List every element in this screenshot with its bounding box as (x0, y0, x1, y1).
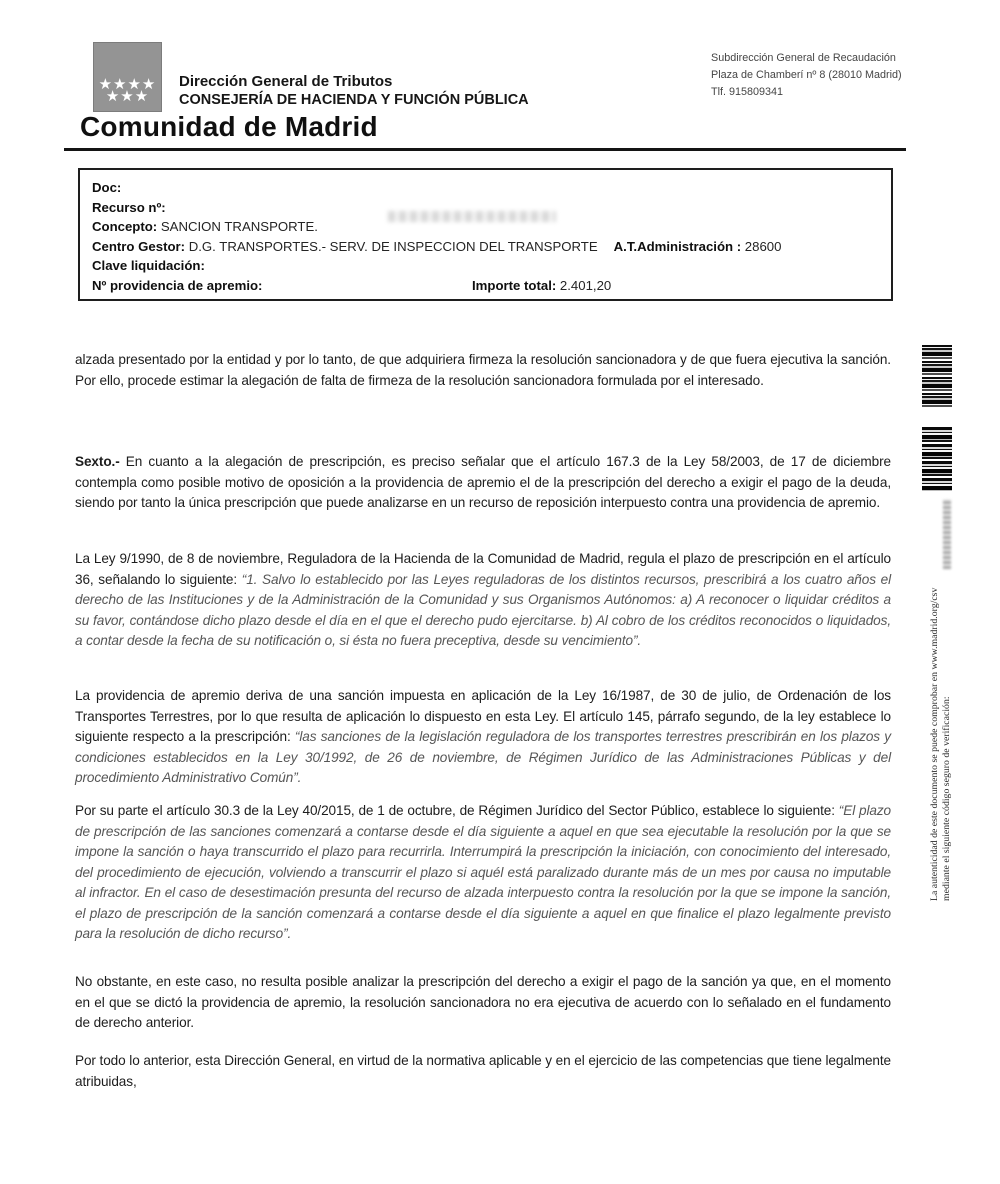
body-paragraph-closing: Por todo lo anterior, esta Dirección General, en virtud de la normativa aplicable y en el ejercicio de las competencias que tiene legalmente atribuidas, (75, 1053, 891, 1089)
administracion-value: 28600 (741, 238, 782, 254)
recurso-row (92, 198, 879, 218)
contact-address: Plaza de Chamberí nº 8 (28010 Madrid) (711, 69, 902, 81)
reference-box (78, 168, 893, 301)
importe-value: 2.401,20 (556, 277, 612, 293)
centro-gestor-value: D.G. TRANSPORTES.- SERV. DE INSPECCION DEL TRANSPORTE (185, 238, 598, 254)
flag-stars-icon: ★★★ (105, 88, 150, 105)
contact-block (711, 50, 902, 101)
verification-line1: La autenticidad de este documento se puede comprobar en www.madrid.org/csv (929, 587, 940, 901)
verification-sidebar (929, 499, 953, 901)
contact-phone: Tlf. 915809341 (711, 86, 784, 98)
flag-stars-icon: ★★★★ (98, 76, 157, 93)
ley-16-1987-text: La providencia de apremio deriva de una sanción impuesta en aplicación de la Ley 16/1987, de 30 de julio, de Ordenación de los Transportes Terrestres, por lo que resulta de aplicación lo dispuesto en esta Ley. El artículo 145, párrafo segundo, de la ley establece lo siguiente respecto a la prescripción: (75, 688, 891, 744)
concepto-row (92, 217, 879, 237)
title-divider (64, 148, 906, 151)
ley-9-1990-text: La Ley 9/1990, de 8 de noviembre, Reguladora de la Hacienda de la Comunidad de Madrid, regula el plazo de prescripción en el artículo 36, señalando lo siguiente: (75, 551, 891, 587)
clave-row (92, 256, 879, 276)
ley-9-1990-quote: “1. Salvo lo establecido por las Leyes reguladoras de los distintos recursos, prescribirá a los cuatro años el derecho de las Instituciones y de la Administración de la Comunidad y sus Organismos Autónomos: a) A reconocer o liquidar créditos a su favor, contándose dicho plazo desde el día en el que el derecho pudo ejercitarse. b) Al cobro de los créditos reconocidos o liquidados, a contar desde la fecha de su notificación o, si ésta no fuera preceptiva, desde su vencimiento”. (75, 571, 891, 648)
importe-label: Importe total: (472, 277, 557, 293)
ley-40-2015-quote: “El plazo de prescripción de las sanciones comenzará a contarse desde el día siguiente a aquel en que sea ejecutable la resolución por la que se impone la sanción o haya transcurrido el plazo para recurrirla. Interrumpirá la prescripción la iniciación, con conocimiento del interesado, del procedimiento de ejecución, volviendo a transcurrir el plazo si aquél está paralizado durante más de un mes por causa no imputable al infractor. En el caso de desestimación presunta del recurso de alzada interpuesto contra la resolución por la que se impone la sanción, el plazo de prescripción de la sanción comenzará a contarse desde el día siguiente a aquel en que finalice el plazo legalmente previsto para la resolución de dicho recurso”. (75, 803, 891, 941)
clave-label: Clave liquidación: (92, 258, 205, 273)
page-title: Comunidad de Madrid (80, 111, 378, 142)
contact-subdireccion: Subdirección General de Recaudación (711, 52, 896, 64)
barcode-icon (922, 427, 952, 491)
concepto-value: SANCION TRANSPORTE. (157, 219, 318, 234)
consejeria-name: CONSEJERÍA DE HACIENDA Y FUNCIÓN PÚBLICA (179, 92, 529, 108)
recurso-label: Recurso nº: (92, 199, 166, 215)
doc-row (92, 178, 879, 198)
ley-40-2015-text: Por su parte el artículo 30.3 de la Ley 40/2015, de 1 de octubre, de Régimen Jurídico del Sector Público, establece lo siguiente: (75, 803, 839, 818)
administracion-label: A.T.Administración : (613, 238, 742, 254)
body-paragraph-ley-40-2015 (75, 801, 891, 945)
sexto-text: En cuanto a la alegación de prescripción, es preciso señalar que el artículo 167.3 de la Ley 58/2003, de 17 de diciembre contempla como posible motivo de oposición a la providencia de apremio el de la prescripción del derecho a exigir el pago de la deuda, siendo por tanto la única prescripción que puede analizarse en un recurso de reposición interpuesto contra una providencia de apremio. (75, 454, 891, 510)
body-paragraph-ley-9-1990 (75, 549, 891, 652)
body-paragraph-continuation: alzada presentado por la entidad y por lo tanto, de que adquiriera firmeza la resolución sancionadora y de que fuera ejecutiva la sanción. Por ello, procede estimar la alegación de falta de firmeza de la resolución sancionadora formulada por el interesado. (75, 352, 891, 388)
centro-gestor-label: Centro Gestor: (92, 238, 186, 254)
ley-16-1987-quote: “las sanciones de la legislación reguladora de los transportes terrestres prescribirán en los plazos y condiciones establecidos en la Ley 30/1992, de 26 de noviembre, de Régimen Jurídico de las Administraciones Públicas y del procedimiento Administrativo Común”. (75, 729, 891, 785)
department-heading (179, 72, 529, 110)
providencia-label: Nº providencia de apremio: (92, 277, 263, 293)
sexto-lead: Sexto.- (75, 454, 120, 469)
csv-code-redacted (943, 499, 951, 569)
verification-line2 (941, 499, 953, 901)
department-name: Dirección General de Tributos (179, 73, 393, 90)
body-paragraph-no-obstante: No obstante, en este caso, no resulta posible analizar la prescripción del derecho a exigir el pago de la sanción ya que, en el momento en el que se dictó la providencia de apremio, la resolución sancionadora no era ejecutiva de acuerdo con lo señalado en el fundamento de derecho anterior. (75, 974, 891, 1030)
body-paragraph-sexto (75, 452, 891, 514)
concepto-label: Concepto: (92, 219, 158, 234)
body-paragraph-ley-16-1987 (75, 686, 891, 789)
doc-label: Doc: (92, 180, 122, 195)
providencia-row (92, 276, 879, 296)
centro-gestor-row (92, 237, 879, 257)
barcode-icon (922, 345, 952, 407)
comunidad-madrid-flag-logo (93, 42, 162, 112)
verification-line2-label: mediante el siguiente código seguro de verificación: (941, 696, 952, 901)
